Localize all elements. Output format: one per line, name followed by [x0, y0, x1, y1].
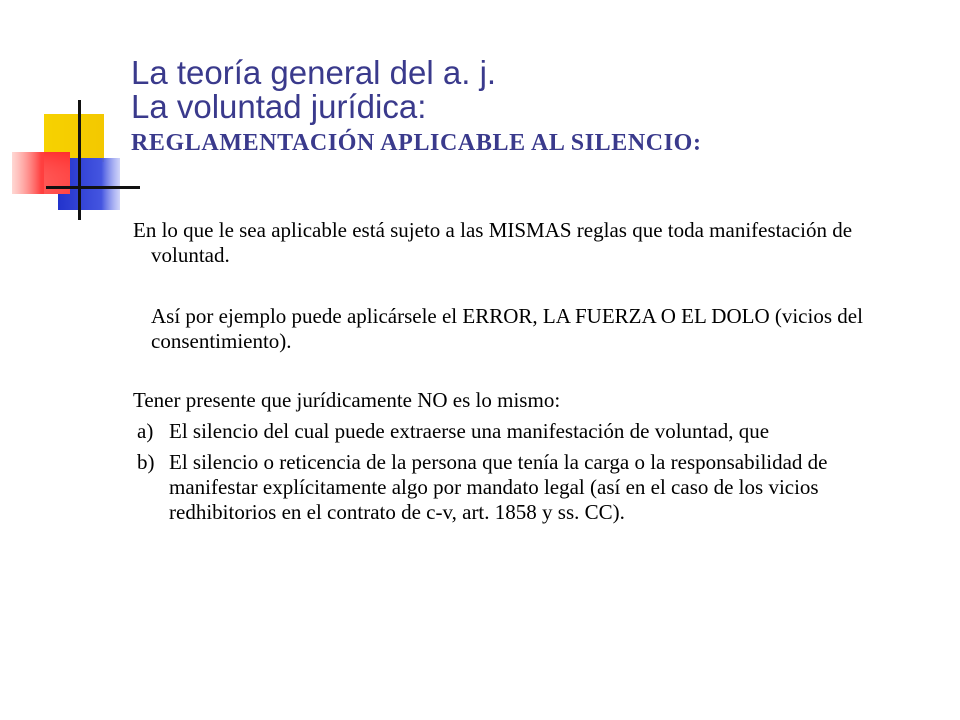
title-line-2: La voluntad jurídica:	[131, 88, 427, 125]
title-line-1: La teoría general del a. j.	[131, 54, 497, 91]
list-marker-b: b)	[137, 450, 155, 474]
list-item-b	[133, 450, 933, 525]
paragraph-applicable-rules: En lo que le sea aplicable está sujeto a las MISMAS reglas que toda manifestación de voluntad.	[133, 218, 853, 267]
list-marker-a: a)	[137, 419, 154, 443]
list-text-b: El silencio o reticencia de la persona que tenía la carga o la responsabilidad de manifestar explícitamente algo por mandato legal (así en el caso de los vicios redhibitorios en el contrato de c-v, art. 1858 y ss. CC).	[169, 450, 828, 524]
spacer	[133, 354, 933, 388]
slide-title	[131, 56, 931, 160]
decorative-squares-logo	[0, 100, 140, 220]
slide-body	[133, 218, 933, 525]
paragraph-not-the-same: Tener presente que jurídicamente NO es lo mismo:	[133, 388, 561, 412]
list-text-a: El silencio del cual puede extraerse una manifestación de voluntad, que	[169, 419, 770, 443]
title-line-3: REGLAMENTACIÓN APLICABLE AL SILENCIO:	[131, 130, 702, 156]
spacer	[133, 268, 933, 304]
list-item-a	[133, 419, 933, 444]
paragraph-example-vices: Así por ejemplo puede aplicársele el ERROR, LA FUERZA O EL DOLO (vicios del consentimiento).	[151, 304, 863, 353]
